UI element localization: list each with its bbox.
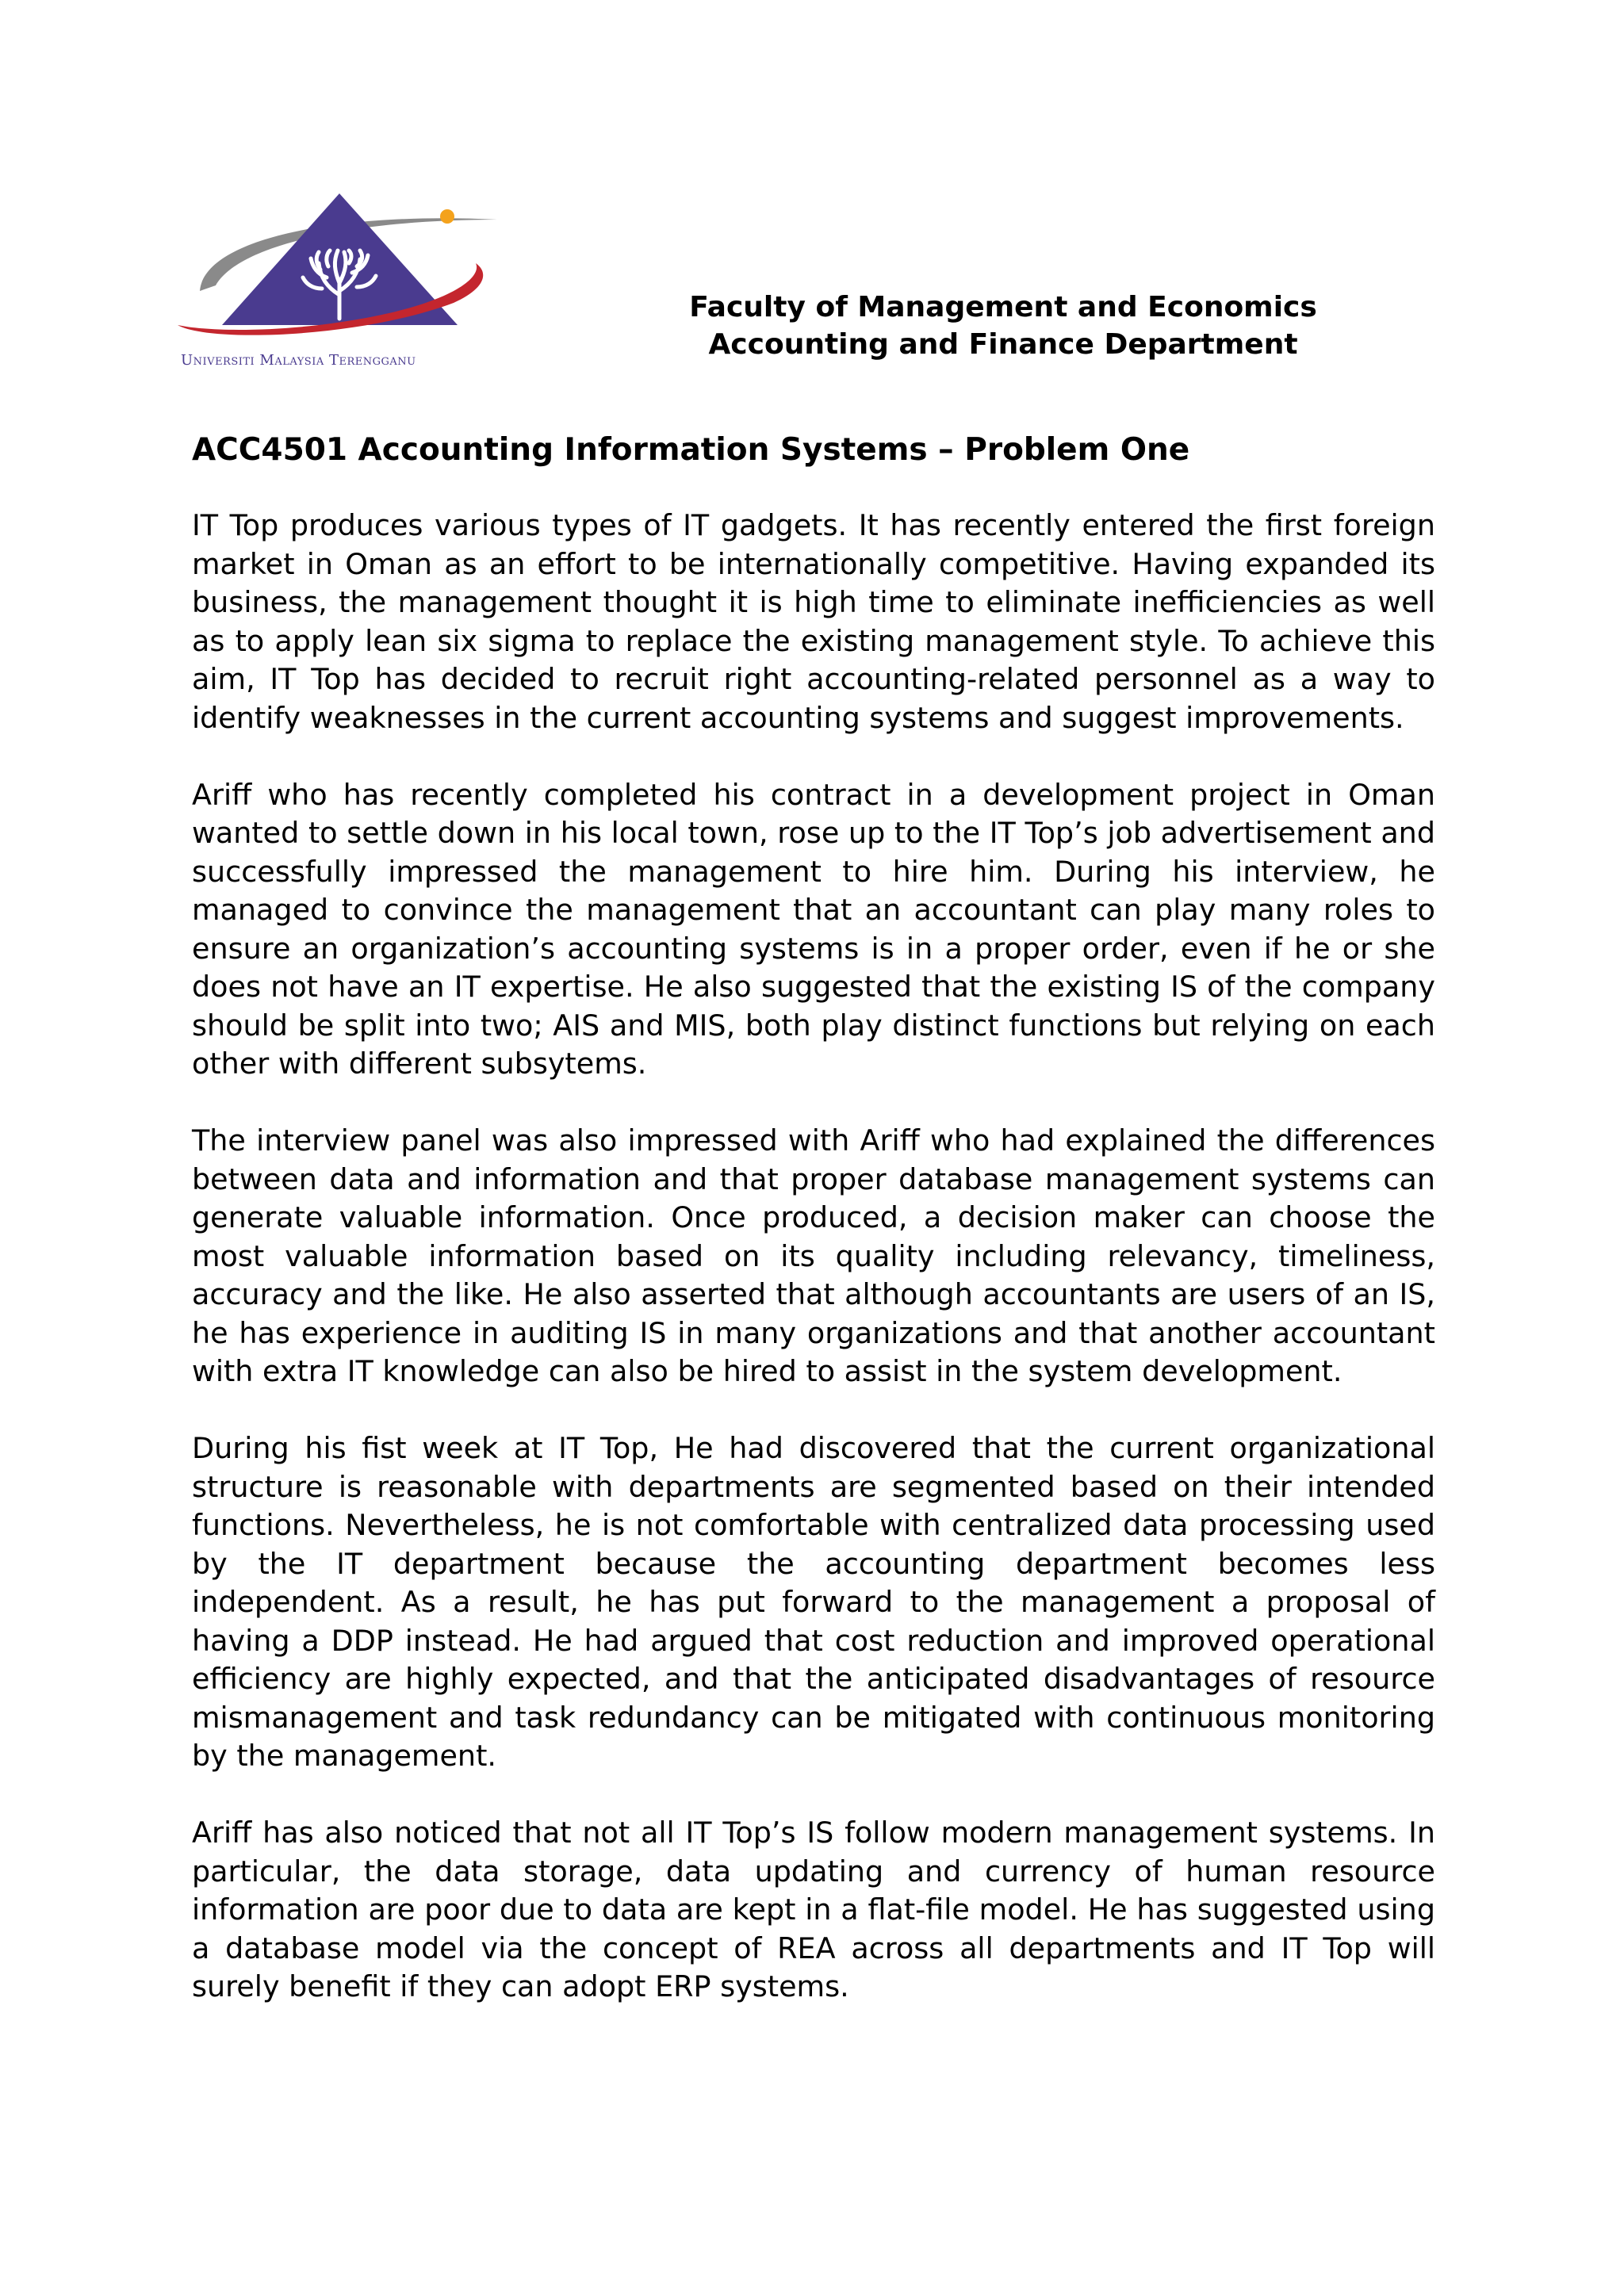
- department-name: Accounting and Finance Department: [708, 328, 1298, 361]
- paragraph-3: The interview panel was also impressed with Ariff who had explained the differences between data and information and that proper database management systems can generate valuable information. Once produced, a decision maker can choose the most valuable information based on its quality including relevancy, timeliness, accuracy and the like. He also asserted that although accountants are users of an IS, he has experience in auditing IS in many organizations and that another accountant with extra IT knowledge can also be hired to assist in the system development.: [192, 1123, 1435, 1388]
- faculty-name: Faculty of Management and Economics: [689, 291, 1317, 323]
- document-title: ACC4501 Accounting Information Systems – Problem One: [192, 432, 1190, 468]
- umt-logo-icon: [176, 184, 509, 354]
- paragraph-1: IT Top produces various types of IT gadgets. It has recently entered the first foreign market in Oman as an effort to be internationally competitive. Having expanded its business, the management thought it is high time to eliminate inefficiencies as well as to apply lean six sigma to replace the existing management style. To achieve this aim, IT Top has decided to recruit right accounting-related personnel as a way to identify weaknesses in the current accounting systems and suggest improvements.: [192, 508, 1435, 735]
- university-logo: [176, 184, 509, 378]
- university-name: Universiti Malaysia Terengganu: [181, 352, 416, 369]
- paragraph-4: During his fist week at IT Top, He had discovered that the current organizational structure is reasonable with departments are segmented based on their intended functions. Nevertheless, he is not comfortable with centralized data processing used by the IT department because the accounting department becomes less independent. As a result, he has put forward to the management a proposal of having a DDP instead. He had argued that cost reduction and improved operational efficiency are highly expected, and that the anticipated disadvantages of resource mismanagement and task redundancy can be mitigated with continuous monitoring by the management.: [192, 1431, 1435, 1773]
- paragraph-5: Ariff has also noticed that not all IT Top’s IS follow modern management systems. In particular, the data storage, data updating and currency of human resource information are poor due to data are kept in a flat-file model. He has suggested using a database model via the concept of REA across all departments and IT Top will surely benefit if they can adopt ERP systems.: [192, 1816, 1435, 2003]
- header-faculty-block: [666, 289, 1340, 363]
- document-body: [192, 507, 1435, 2045]
- paragraph-2: Ariff who has recently completed his contract in a development project in Oman wanted to settle down in his local town, rose up to the IT Top’s job advertisement and successfully impressed the management to hire him. During his interview, he managed to convince the management that an accountant can play many roles to ensure an organization’s accounting systems is in a proper order, even if he or she does not have an IT expertise. He also suggested that the existing IS of the company should be split into two; AIS and MIS, both play distinct functions but relying on each other with different subsytems.: [192, 777, 1435, 1081]
